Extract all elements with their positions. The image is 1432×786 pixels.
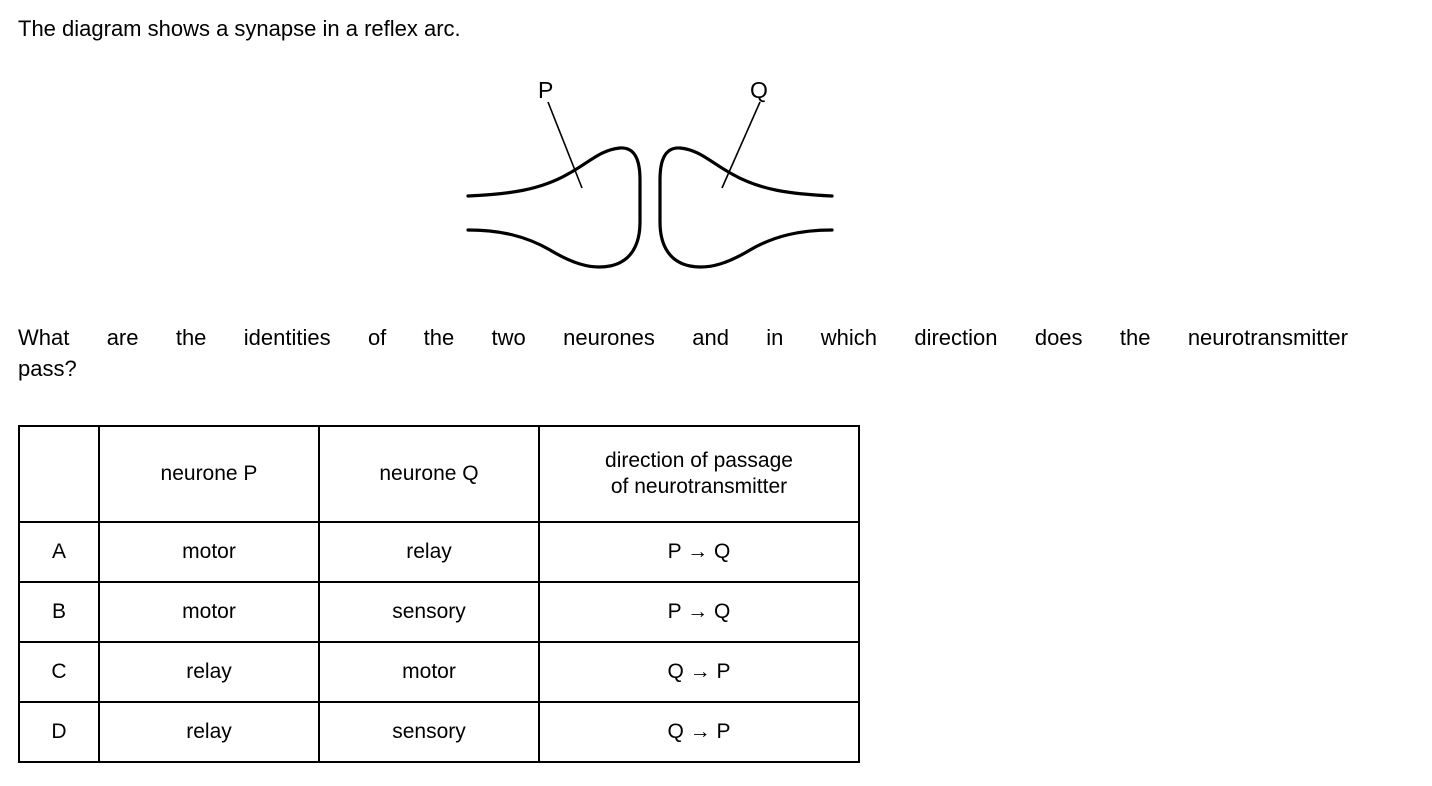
header-neurone-p: neurone P	[99, 426, 319, 522]
option-neurone-q: motor	[319, 642, 539, 702]
neurone-p-outline	[468, 148, 640, 267]
option-direction: Q → P	[539, 702, 859, 762]
table-row[interactable]	[19, 522, 859, 582]
option-neurone-p: relay	[99, 702, 319, 762]
question-line-1: What are the identities of the two neurones and in which direction does the neurotransmitter	[18, 325, 1348, 350]
answer-options-table	[18, 425, 860, 763]
option-label: D	[19, 702, 99, 762]
option-direction: P → Q	[539, 522, 859, 582]
option-neurone-q: sensory	[319, 702, 539, 762]
label-p: P	[538, 77, 554, 103]
question-line-2: pass?	[18, 356, 77, 381]
option-neurone-q: sensory	[319, 582, 539, 642]
table-row[interactable]	[19, 642, 859, 702]
table-row[interactable]	[19, 702, 859, 762]
header-blank	[19, 426, 99, 522]
option-label: C	[19, 642, 99, 702]
option-neurone-p: relay	[99, 642, 319, 702]
option-direction: Q → P	[539, 642, 859, 702]
option-neurone-q: relay	[319, 522, 539, 582]
table-body	[19, 522, 859, 762]
option-label: B	[19, 582, 99, 642]
table-row[interactable]	[19, 582, 859, 642]
header-direction-line-1: direction of passage	[605, 449, 793, 472]
label-q: Q	[750, 77, 768, 103]
synapse-diagram-svg	[440, 70, 880, 300]
intro-text: The diagram shows a synapse in a reflex arc.	[18, 16, 461, 41]
option-neurone-p: motor	[99, 522, 319, 582]
table-header	[19, 426, 859, 522]
question-text	[18, 322, 1348, 384]
header-direction	[539, 426, 859, 522]
option-label: A	[19, 522, 99, 582]
leader-line-q	[722, 102, 760, 188]
header-neurone-q: neurone Q	[319, 426, 539, 522]
option-direction: P → Q	[539, 582, 859, 642]
neurone-q-outline	[660, 148, 832, 267]
synapse-diagram	[440, 70, 880, 300]
option-neurone-p: motor	[99, 582, 319, 642]
header-direction-line-2: of neurotransmitter	[610, 475, 788, 498]
table-header-row	[19, 426, 859, 522]
